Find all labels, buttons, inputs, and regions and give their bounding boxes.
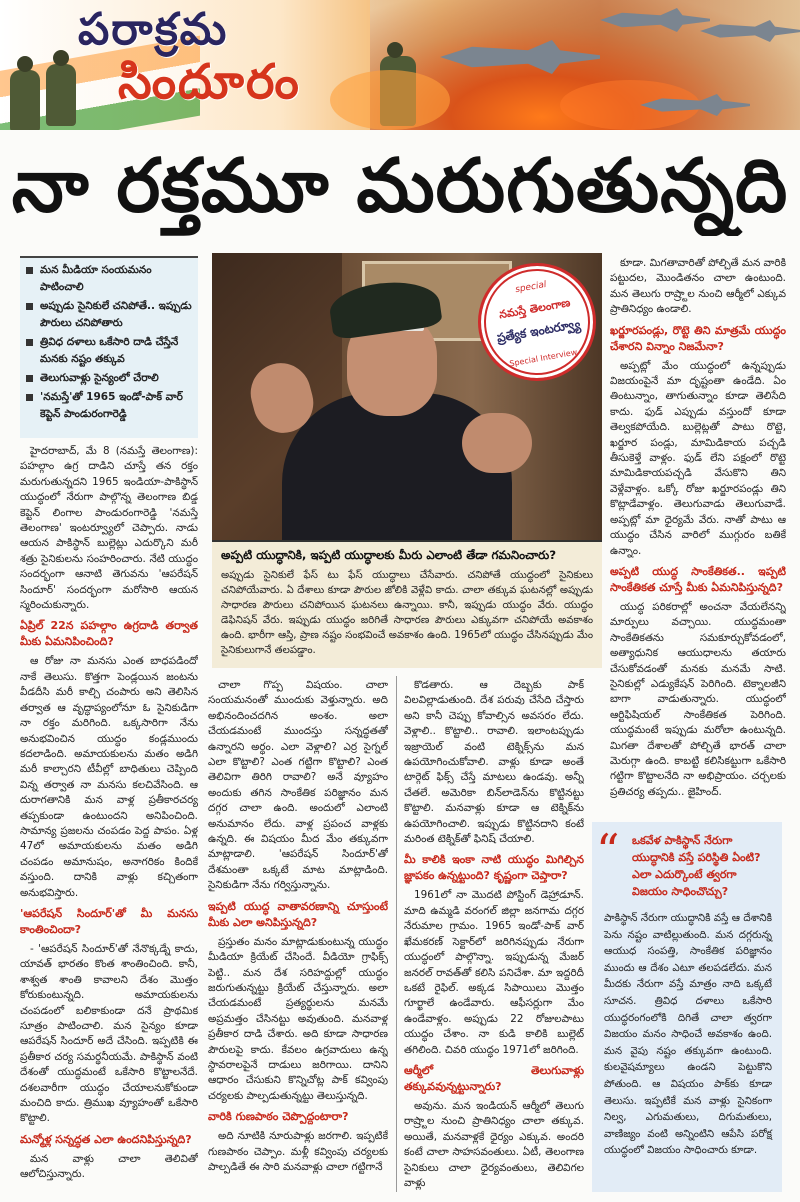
caption-question: అప్పటి యుద్ధానికి, ఇప్పటి యుద్ధాలకు మీరు ఎలాంటి తేడా గమనించారు?: [221, 548, 557, 562]
banner-title-line2: సిందూరం: [118, 54, 301, 110]
boxed-answer: పాకిస్థాన్ నేరుగా యుద్ధానికి వస్తే ఆ దేశానికి పెను నష్టం వాటిల్లుతుంది. మన దగ్గరున్న ఆయుధ సంపత్తి, సాంకేతిక పరిజ్ఞానం ముందు ఆ దేశం ఎటూ తలపడలేదు. మన మీదకు నేరుగా వస్తే మాత్రం నాది ఒక్కటే సూచన. త్రివిధ దళాలు ఒకేసారి యుద్ధరంగంలోకి దిగితే చాలా త్వరగా విజయం మనం సాధించే అవకాశం ఉంది. మన వైపు నష్టం తక్కువగా ఉంటుంది. కులవైషమ్యాలు ఉండని పెట్టుకొని పోతుంది. ఆ విషయం పాక్‌కు కూడా తెలుసు. ఇప్పటికే మన వాళ్లు సైనికంగా నిల్వ, ఎగుమతులు, దిగుమతులు, వాణిజ్యం వంటి అన్నింటిని ఆపేసి పరోక్ష యుద్ధంలో విజయం సాధించారు కూడా.: [604, 912, 772, 1157]
highlight-item: 'నమస్తే'తో 1965 ఇండో-పాక్ వార్ కెప్టెన్ పాండురంగారెడ్డి: [26, 389, 192, 423]
highlight-item: త్రివిధ దళాలు ఒకేసారి దాడి చేస్తేనే మనకు నష్టం తక్కువ: [26, 334, 192, 368]
boxed-quote: [592, 822, 782, 1192]
interview-answer: మన వాళ్లు చాలా తెలివితో ఆలోచిస్తున్నారు.: [20, 1152, 198, 1181]
interview-answer: యుద్ధ పరికరాల్లో అంచనా వేయలేనన్ని మార్పులు వచ్చాయి. యుద్ధమంతా సాంకేతికతను సమకూర్చుకోవడంలో, అత్యాధునిక ఆయుధాలను తయారు చేసుకోవడంతో మనకు మనమే సాటి. సైనికుల్లో ఎడ్యుకేషన్ పెరిగింది. టెక్నాలజీని బాగా వాడుతున్నారు. యుద్ధంలో ఆర్టిఫిషియల్ సాంకేతికత పెరిగింది. యుద్ధమంటే ఇప్పుడు మరోలా ఉంటున్నది. మిగతా దేశాలతో పోల్చితే భారత్ చాలా మెరుగ్గా ఉంది. కాబట్టి కలిసికట్టుగా ఒకేసారి గట్టిగా కొట్టాలనేది నా అభిప్రాయం. చర్చలకు ప్రతిచర్య తప్పదు.. జైహింద్.: [610, 600, 786, 798]
article-column-1: [20, 444, 198, 1194]
interview-answer: అవును. మన ఇండియన్ ఆర్మీలో తెలుగు రాష్ర్టాల నుంచి ప్రాతినిధ్యం చాలా తక్కువ. అయితే, మనవాళ్లకే ధైర్యం ఎక్కువ. అందరి కంటే చాలా సాహసవంతులు. ఏటీ, తెలంగాణ సైనికులు చాలా ధైర్యవంతులు, తెలివిగల వాళ్లు: [404, 1099, 584, 1189]
banner-title-line1: పరాక్రమ: [78, 4, 229, 55]
interview-question: ఇప్పటి యుద్ధ వాతావరణాన్ని చూస్తుంటే మీకు ఎలా అనిపిస్తున్నది?: [208, 899, 388, 929]
article-intro: హైదరాబాద్, మే 8 (నమస్తే తెలంగాణ): పహల్గాం ఉగ్ర దాడిని చూస్తే తన రక్తం మరుగుతున్నదని 1965 ఇండియా-పాకిస్థాన్ యుద్ధంలో నేరుగా పాల్గొన్న తెలంగాణ బిడ్డ కెప్టెన్ లింగాల పాండురంగారెడ్డి 'నమస్తే తెలంగాణ' ఇంటర్వ్యూలో చెప్పారు. నాడు ఆయన పాకిస్థాన్ బుల్లెట్లు ఎదుర్కొని మరీ శత్రు సైనికులను సంహరించారు. నేటి యుద్ధం సందర్భంగా ఆనాటి తెగువను 'ఆపరేషన్ సిందూర్' సందర్భంగా మరోసారి ఆయన స్మరించుకున్నారు.: [20, 445, 198, 612]
interview-answer: ఆ రోజు నా మనసు ఎంత బాధపడిందో నాకే తెలుసు. కొత్తగా పెండ్లయిన జంటను వీడదీసి మరీ కాల్చి చంపారు అని తెలిసిన తర్వాత ఆ వృద్ధాప్యంలోనూ ఓ సైనికుడిగా నా రక్తం మరిగింది. ఒక్కసారిగా నేను అనుభవించిన యుద్ధం కండ్లముందు కదలాడింది. అమాయకులను మతం అడిగి మరీ కాల్చారని టీవీల్లో బాధితులు చెప్పింది విన్న తర్వాత నా మనసు కలచివేసింది. ఆ దురాగతానికి మన వాళ్ల ప్రతీకారచర్య తప్పకుండా ఉంటుందని అనిపించింది. సామాన్య ప్రజలను చంపడం పెద్ద పాపం. ఏళ్ల 47లో అమాయకులను మతం అడిగి చంపడం అమానుషం, అనాగరికం కిందికే వస్తుంది. దానికి వాళ్లు కచ్చితంగా అనుభవిస్తారు.: [20, 655, 198, 899]
interview-question: వారికి గుణపాఠం చెప్పొద్దంటారా?: [208, 1110, 349, 1124]
stamp-label: ప్రత్యేక ఇంటర్వ్యూ: [495, 316, 582, 346]
masthead-banner: [0, 0, 800, 130]
highlight-item: మన మీడియా సంయమనం పాటించాలి: [26, 262, 192, 296]
interview-question: అప్పటి యుద్ధ సాంకేతికత.. ఇప్పటి సాంకేతికత చూస్తే మీకు ఏమనిపిస్తున్నది?: [610, 564, 786, 594]
explosion-graphic: [330, 70, 450, 130]
interview-answer: - 'ఆపరేషన్ సిందూర్'తో నేనొక్కడ్నే కాదు, యావత్ భారతం కొంత శాంతించింది. కానీ, శాశ్వత శాంతి కావాలని దేశం మొత్తం కోరుకుంటున్నది. అమాయకులను చంపడంలో బలికాకుండా దనే ప్రాథమిక సూత్రం పాటించాలి. మన సైన్యం కూడా ఆపరేషన్ సిందూర్ అదే చేసింది. ఇప్పటికి ఈ ప్రతీకార చర్య సమర్థనీయమే. పాకిస్థాన్ వంటి దేశంతో యుద్ధమంటే ఒకేసారి కొట్టాలనేదే. దశలవారీగా యుద్ధం చేయాలనుకోకుండా మంచిది కాదు. త్రిముఖ వ్యూహంతో ఒకేసారి కొట్టాలి.: [20, 942, 198, 1125]
soldier-figure: [10, 70, 40, 130]
interview-question: ఖర్జూరపండ్లు, రొట్టె తిని మాత్రమే యుద్ధం చేశారని విన్నాం నిజమేనా?: [610, 323, 786, 353]
article-headline: నా రక్తమూ మరుగుతున్నది: [11, 143, 789, 229]
interview-answer: కూడా. మిగతావారితో పోల్చితే మన వారికి పట్టుదల, మొండితనం చాలా ఉంటుంది. మన తెలుగు రాష్ర్టాల నుంచి ఆర్మీలో ఎక్కువ ప్రాతినిధ్యం ఉండాలి.: [610, 257, 786, 316]
highlight-item: తెలుగువాళ్లు సైన్యంలో చేరాలి: [26, 370, 192, 387]
interview-question: ఏప్రిల్ 22న పహల్గాం ఉగ్రదాడి తర్వాత మీకు ఏమనిపించింది?: [20, 619, 198, 649]
stamp-top-text: special: [514, 279, 548, 296]
interview-answer: ప్రస్తుతం మనం మాట్లాడుకుంటున్న యుద్ధం మీడియా క్రియేట్ చేసిందే. వీడియో గ్రాఫిక్స్ పెట్టి.. మన దేశ సరిహద్దుల్లో యుద్ధం జరుగుతున్నట్టు క్రియేట్ చేస్తున్నారు. అలా చేయడమంటే ప్రత్యర్థులను మనమే అప్రమత్తం చేసినట్టు అవుతుంది. మనవాళ్ల ప్రతీకార దాడి చేశారు. అది కూడా సాధారణ పౌరులపై కాదు. కేవలం ఉగ్రవాదులు ఉన్న స్థావరాలపైనే దాడులు జరిగాయి. దానిని ఆధారం చేసుకుని కొన్నిచోట్ల పాక్ కవ్వింపు చర్యలకు పాల్పడుతున్నట్టు తెలుస్తున్నది.: [208, 935, 388, 1102]
article-column-2: [208, 678, 388, 1194]
interview-question: ఆర్మీలో తెలుగువాళ్లు తక్కువవున్నట్టున్నారు?: [404, 1063, 584, 1093]
highlight-item: అప్పుడు సైనికులే చనిపోతే.. ఇప్పుడు పౌరులు చనిపోతారు: [26, 298, 192, 332]
photo-caption-box: [212, 540, 602, 668]
interview-answer: అది నూటికి నూరుపాళ్లు జరగాలి. ఇప్పటికే గుణపాఠం చెప్పాం. మళ్లీ కవ్వింపు చర్యలకు పాల్పడితే ఈ సారి మనవాళ్లు చాలా గట్టిగానే: [208, 1130, 388, 1173]
interview-answer: అప్పట్లో మేం యుద్ధంలో ఉన్నప్పుడు విజయంపైనే మా దృష్టంతా ఉండేది. ఏం తింటున్నాం, తాగుతున్నాం కూడా తెలిసేది కాదు. ఫుడ్ ఎప్పుడు వస్తుందో కూడా తెల్వకపోయేది. బుల్లెట్లతో పాటు రొట్టె, ఖర్జూర పండ్లు, మామిడికాయ పచ్చడి తీసుకెళ్తే వాళ్లం. ఫుడ్ లేని పక్షంలో రొట్టె మామిడికాయపచ్చడి వేసుకొని తిని వెళ్లేవాళ్లం. ఒక్కో రోజు ఖర్జూరపండ్లు తిని కొట్లాడేవాళ్లం. తెలుగువాడు తెలుగువాడే. అప్పట్లో మా ధైర్యమే వేరు. నాతో పాటు ఆ యుద్ధం చేసిన వారిలో ముగ్గురం బతికే ఉన్నాం.: [610, 359, 786, 557]
article-column-3: [404, 678, 584, 1194]
soldier-figure: [46, 64, 76, 126]
boxed-question: ఒకవేళ పాకిస్థాన్ నేరుగా యుద్ధానికి వస్తే పరిస్థితి ఏంటి? ఎలా ఎదుర్కొంటే త్వరగా విజయం సాధించొచ్చు?: [632, 834, 761, 898]
interview-question: 'ఆపరేషన్ సిందూర్'తో మీ మనసు కాంతించిందా?: [20, 906, 198, 936]
quote-mark-icon: “: [596, 824, 620, 878]
highlights-box: [20, 256, 198, 438]
stamp-bottom-text: Special Interview: [508, 347, 578, 369]
stamp-brand: నమస్తే తెలంగాణ: [498, 296, 572, 322]
interview-question: మీ కాలికి ఇంకా నాటి యుద్ధం మిగిల్చిన జ్ఞాపకం ఉన్నట్టుంది? కృష్ణంగా చెప్తారా?: [404, 853, 584, 883]
caption-answer: అప్పుడు సైనికులే ఫేస్ టు ఫేస్ యుద్ధాలు చేసేవారు. చనిపోతే యుద్ధంలో సైనికులు చనిపోయేవారు. ఏ దేశాలు కూడా పౌరుల జోలికి వెళ్లేవి కాదు. చాలా తక్కువ ఘటనల్లో అప్పుడు సాధారణ పౌరులు చనిపోయిన ఘటనలు ఉన్నాయి. కానీ, ఇప్పుడు యుద్ధం వేరు. యుద్ధం డెఫినిషన్ వేరు. ఇప్పుడు యుద్ధం జరిగితే సాధారణ పౌరులు ఎక్కువగా చనిపోయే అవకాశం ఉంది. భారీగా ఆస్తి, ప్రాణ నష్టం సంభవించే అవకాశం ఉంది. 1965లో యుద్ధం చేసినప్పుడు మేం సైనికులుగానే తలపడ్డాం.: [221, 570, 593, 656]
article-column-4: [610, 256, 786, 814]
interview-answer: 1961లో నా మొదటి పోస్టింగ్ డెహ్రాడూన్. మాది ఉమ్మడి వరంగల్ జిల్లా జనగామ దగ్గర నేరుమాల గ్రామం. 1965 ఇండో-పాక్ వార్ ఖేమకరణ్ సెక్టార్‌లో జరిగినప్పుడు నేరుగా యుద్ధంలో పాల్గొన్నా. ఇప్పుడున్న మేజర్ జనరల్ రావత్‌తో కలిసి పనిచేశా. మా ఇద్దరిదీ ఒకటే రైఫిల్. అక్కడ సిపాయిలు మొత్తం గూర్ఖాలే ఉండేవారు. ఆఫీసర్లుగా మేం ఉండేవాళ్లం. అప్పుడు 22 రోజులపాటు యుద్ధం చేశాం. నా కుడి కాలికి బుల్లెట్ తగిలింది. చివరి యుద్ధం 1971లో జరిగింది.: [404, 889, 584, 1056]
column-divider: [396, 676, 397, 1192]
interview-question: మన్మోళ్ల సన్నద్ధత ఎలా ఉందనిపిస్తున్నది?: [20, 1132, 192, 1146]
interview-answer: చాలా గొప్ప విషయం. చాలా సంయమనంతో ముందుకు వెళ్తున్నారు. అది అభినందించదగిన అంశం. అలా చేయడమంటే ముందస్తు సన్నద్ధతతో ఉన్నారని అర్థం. ఎలా వెళ్లాలి? ఎర్ర సైగ్నల్ ఎలా కొట్టాలి? ఎంత గట్టిగా కొట్టాలి? ఎంత తెలివిగా తిరిగి రావాలి? అనే వ్యూహం అందుకు తగిన సాంకేతిక పరిజ్ఞానం మన దగ్గర చాలా ఉంది. అందులో ఎలాంటి అనుమానం లేదు. వాళ్ల ప్రపంచ వాళ్లకు ఉన్నది. ఈ విషయం మీద మేం తక్కువగా మాట్లాడాలి. 'ఆపరేషన్ సిందూర్'తో దేశమంతా ఒక్కటే మాట మాట్లాడింది. సైనికుడిగా నేను గర్విస్తున్నాను.: [208, 679, 388, 892]
interview-answer: కొడతారు. ఆ దెబ్బకు పాక్ విలవిల్లాడుతుంది. దేశ పరువు చేసేది చేస్తారు అని కానీ చెప్పు కోవాల్సిన అవసరం లేదు. వెళ్లాలి.. కొట్టాలి.. రావాలి. ఇలాంటప్పుడు ఇజ్రాయెల్ వంటి టెక్నిక్స్‌ను మన ఉపయోగించుకోవాలి. వాళ్లు కూడా అంతే టార్గెట్ ఫిక్స్ చేస్తే మాటలు ఉండవు. అన్నీ చేతలే. అమెరికా బిన్‌లాడెన్‌ను కొట్టినట్టు కొట్టాలి. మనవాళ్లు కూడా ఆ టెక్నిక్‌ను ఉపయోగించాలి. ఇప్పుడు కొట్టినదాని కంటే మరింత టెక్నిక్‌తో ఫినిష్ చేయాలి.: [404, 679, 584, 846]
